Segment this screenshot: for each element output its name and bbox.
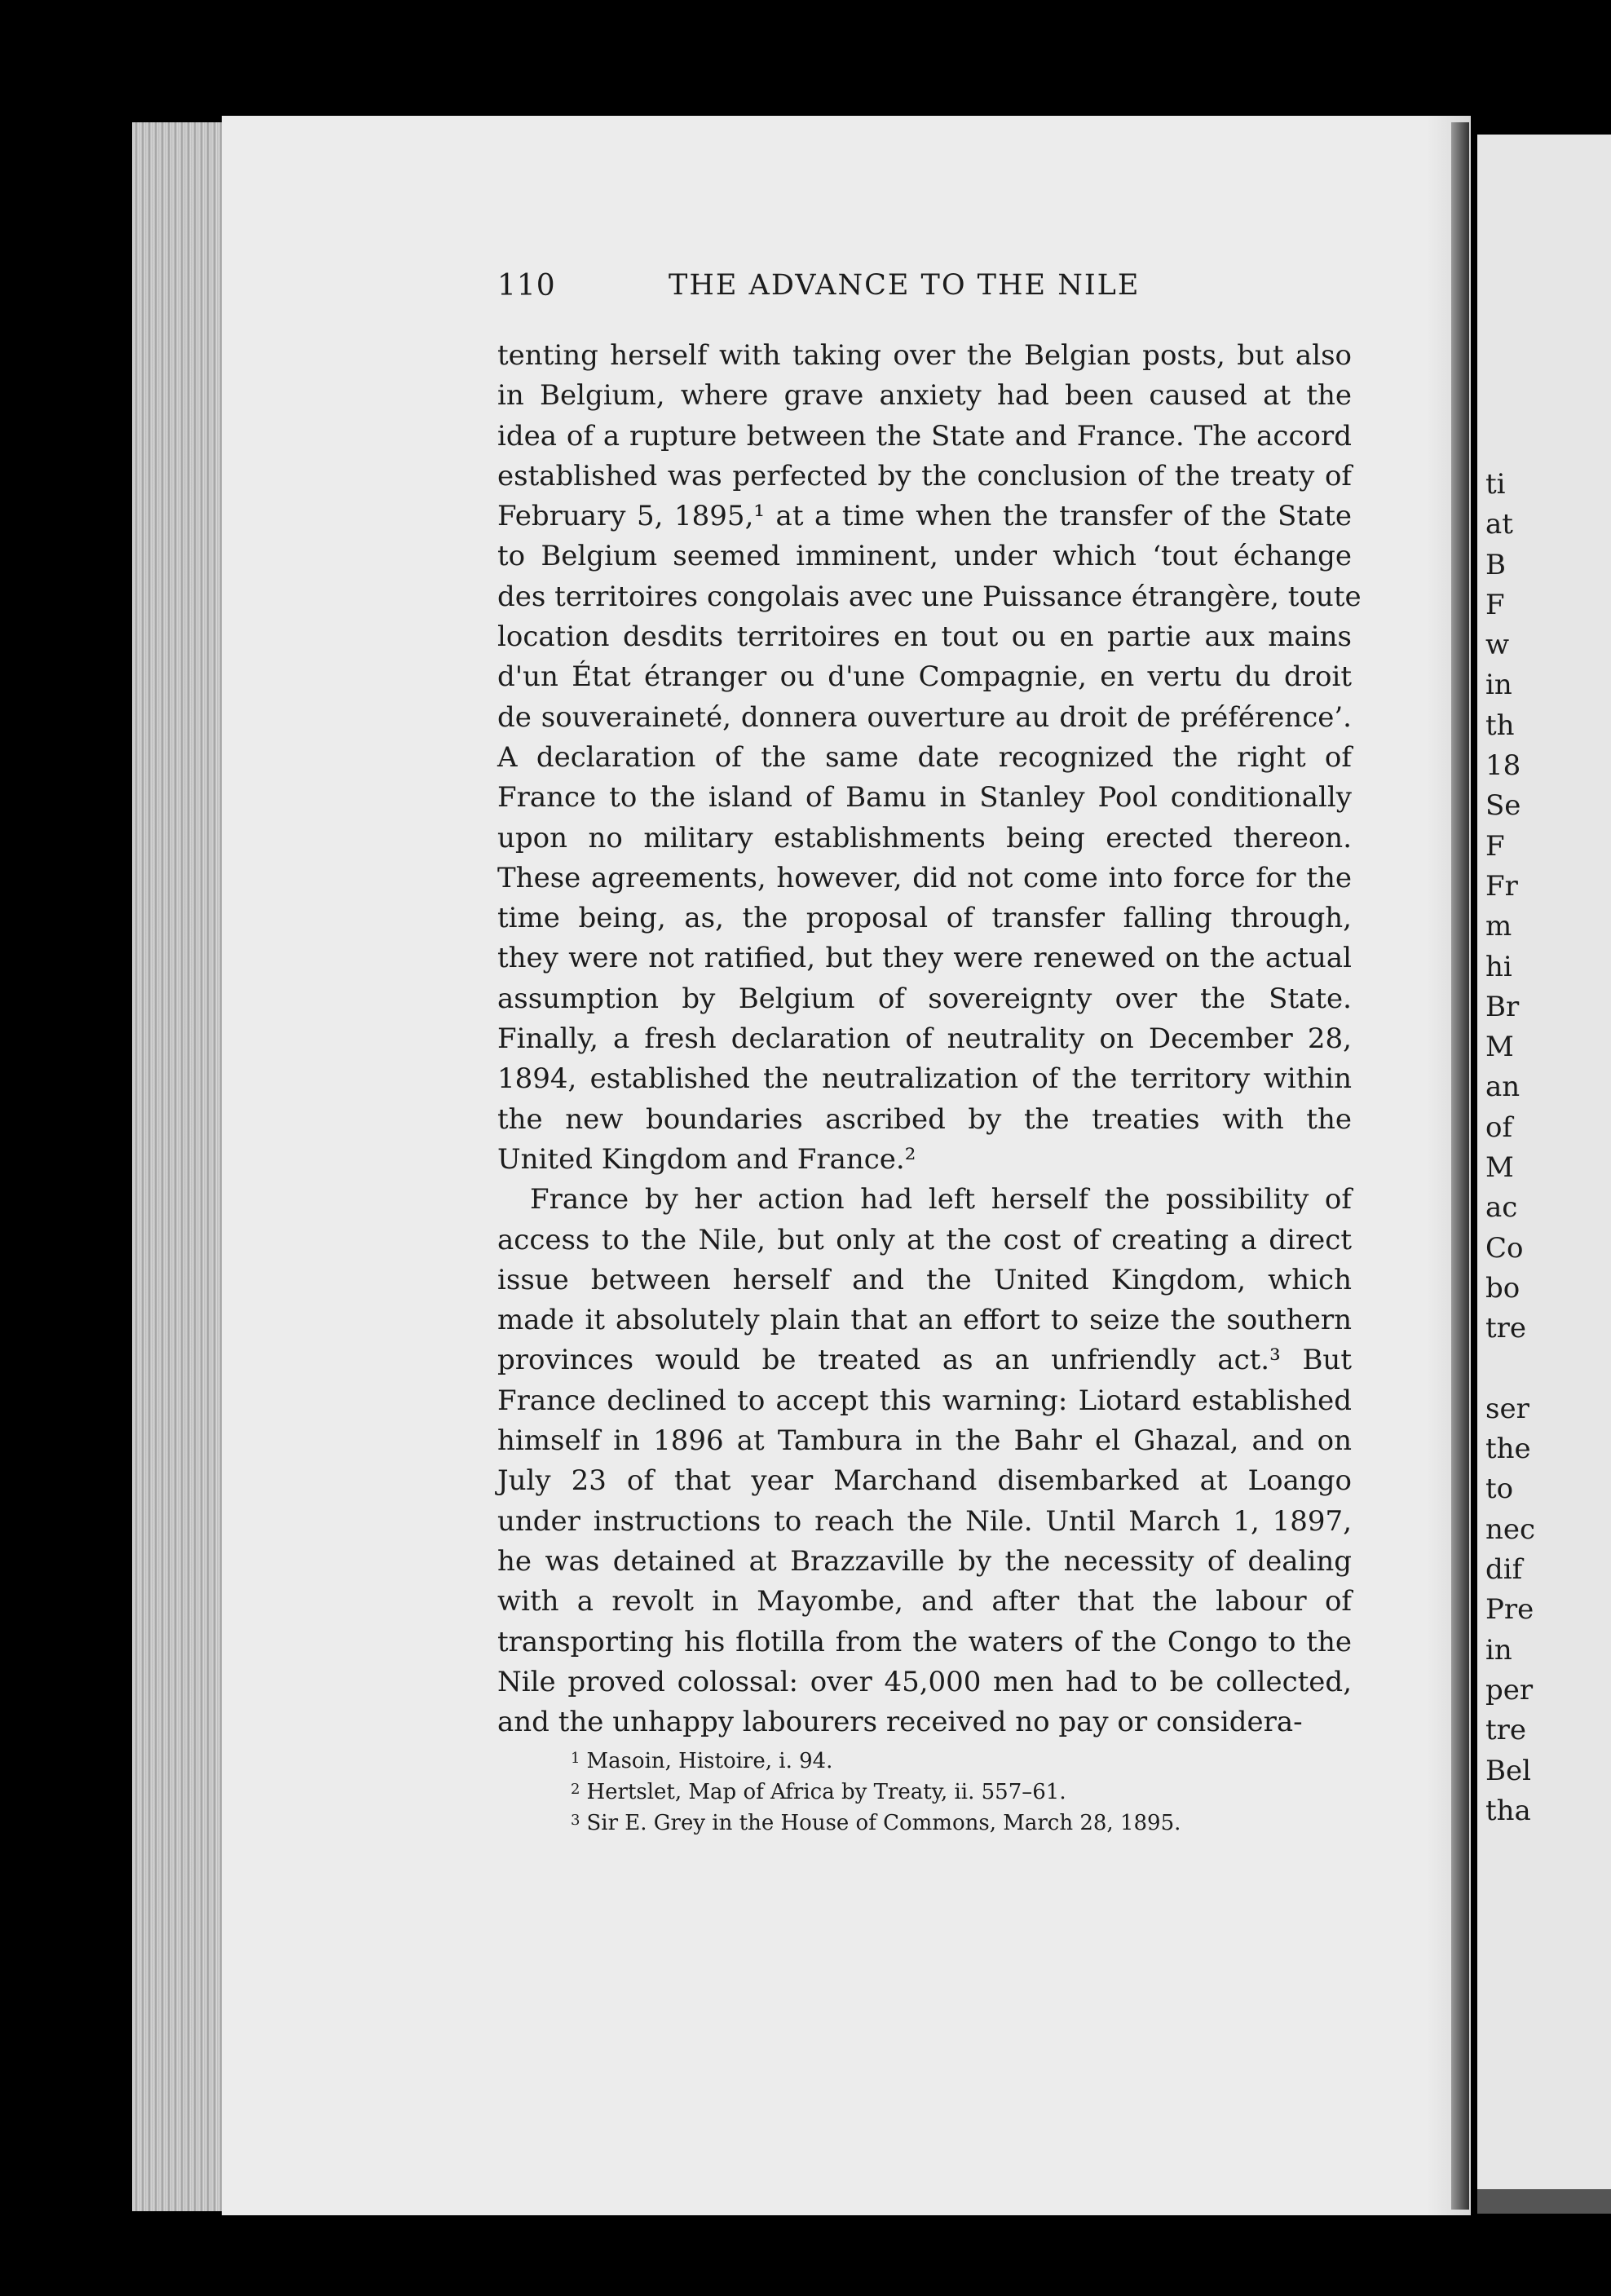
text-line: and the unhappy labourers received no pay or considera-: [497, 1706, 1303, 1739]
body-text: [497, 336, 1362, 1742]
text-line: the new boundaries ascribed by the treaties with the: [497, 1102, 1352, 1136]
footnote-mark: 3: [571, 1812, 580, 1829]
book-spine: [1451, 122, 1469, 2210]
footnotes: [571, 1743, 1345, 1836]
text-line: July 23 of that year Marchand disembarked at Loango: [497, 1464, 1352, 1498]
text-line: provinces would be treated as an unfriendly act.³ But: [497, 1344, 1352, 1377]
footnote: [571, 1743, 1345, 1774]
facing-page-fragment: bo: [1485, 1271, 1521, 1305]
facing-page-fragment: tha: [1485, 1794, 1531, 1827]
footnote-mark: 2: [571, 1781, 580, 1798]
facing-page: [1477, 135, 1611, 2189]
text-line: under instructions to reach the Nile. Until March 1, 1897,: [497, 1504, 1352, 1538]
footnote-text: Sir E. Grey in the House of Commons, March 28, 1895.: [586, 1811, 1181, 1835]
facing-page-fragment: Fr: [1485, 869, 1518, 903]
page-number: 110: [497, 269, 556, 302]
text-line: in Belgium, where grave anxiety had been caused at the: [497, 379, 1352, 413]
footnote-text: Hertslet, Map of Africa by Treaty, ii. 557–61.: [586, 1780, 1066, 1804]
facing-page-fragment: of: [1485, 1110, 1513, 1144]
text-line: France by her action had left herself the possibility of: [530, 1183, 1352, 1216]
facing-page-fragment: M: [1485, 1151, 1514, 1185]
running-head: [497, 269, 1347, 311]
facing-page-fragment: dif: [1485, 1553, 1523, 1587]
facing-page-bottom-edge: [1477, 2189, 1611, 2214]
text-line: access to the Nile, but only at the cost of creating a direct: [497, 1223, 1352, 1256]
facing-page-fragment: ti: [1485, 468, 1506, 501]
facing-page-fragment: Pre: [1485, 1593, 1534, 1627]
facing-page-fragment: F: [1485, 588, 1505, 621]
text-line: time being, as, the proposal of transfer falling through,: [497, 902, 1352, 935]
text-line: transporting his flotilla from the waters of the Congo to the: [497, 1625, 1352, 1658]
facing-page-fragment: B: [1485, 548, 1506, 581]
text-line: made it absolutely plain that an effort to seize the southern: [497, 1304, 1352, 1337]
facing-page-fragment: to: [1485, 1473, 1514, 1506]
facing-page-text: [1485, 465, 1611, 1831]
text-line: d'un État étranger ou d'une Compagnie, en vertu du droit: [497, 660, 1352, 694]
running-title: THE ADVANCE TO THE NILE: [669, 269, 1141, 302]
text-line: upon no military establishments being erected thereon.: [497, 821, 1352, 854]
text-line: de souveraineté, donnera ouverture au droit de préférence’.: [497, 700, 1352, 734]
footnote-text: Masoin, Histoire, i. 94.: [586, 1749, 833, 1773]
facing-page-fragment: Bel: [1485, 1754, 1531, 1787]
facing-page-fragment: in: [1485, 1633, 1512, 1667]
text-line: established was perfected by the conclusion of the treaty of: [497, 459, 1352, 492]
text-line: France declined to accept this warning: Liotard established: [497, 1384, 1352, 1417]
facing-page-fragment: [1485, 1349, 1611, 1389]
facing-page-fragment: th: [1485, 709, 1515, 742]
facing-page-fragment: per: [1485, 1673, 1534, 1707]
text-line: These agreements, however, did not come into force for the: [497, 861, 1352, 894]
book-page-edges: [132, 122, 223, 2211]
facing-page-fragment: w: [1485, 629, 1510, 662]
facing-page-fragment: hi: [1485, 950, 1512, 983]
text-line: assumption by Belgium of sovereignty over the State.: [497, 982, 1352, 1015]
facing-page-fragment: ser: [1485, 1392, 1529, 1425]
footnote-mark: 1: [571, 1750, 580, 1767]
text-line: Finally, a fresh declaration of neutrality on December 28,: [497, 1022, 1352, 1056]
facing-page-fragment: m: [1485, 910, 1512, 943]
text-line: United Kingdom and France.²: [497, 1142, 916, 1176]
text-line: February 5, 1895,¹ at a time when the transfer of the State: [497, 500, 1352, 533]
facing-page-fragment: F: [1485, 829, 1505, 863]
facing-page-fragment: ac: [1485, 1191, 1518, 1225]
facing-page-fragment: M: [1485, 1031, 1514, 1064]
text-line: France to the island of Bamu in Stanley Pool conditionally: [497, 781, 1352, 815]
facing-page-fragment: Co: [1485, 1231, 1524, 1265]
facing-page-fragment: tre: [1485, 1714, 1527, 1747]
facing-page-fragment: Br: [1485, 990, 1520, 1023]
text-line: Nile proved colossal: over 45,000 men had to be collected,: [497, 1665, 1352, 1698]
text-line: location desdits territoires en tout ou en partie aux mains: [497, 620, 1352, 654]
text-line: they were not ratified, but they were renewed on the actual: [497, 942, 1352, 975]
facing-page-fragment: in: [1485, 669, 1512, 702]
facing-page-fragment: an: [1485, 1071, 1521, 1104]
text-line: himself in 1896 at Tambura in the Bahr el Ghazal, and on: [497, 1424, 1352, 1458]
text-line: tenting herself with taking over the Belgian posts, but also: [497, 339, 1352, 372]
text-line: A declaration of the same date recognized the right of: [497, 740, 1352, 774]
facing-page-fragment: 18: [1485, 749, 1521, 783]
footnote: [571, 1805, 1345, 1836]
facing-page-fragment: the: [1485, 1433, 1531, 1466]
text-line: to Belgium seemed imminent, under which ‘tout échange: [497, 540, 1352, 573]
footnote: [571, 1774, 1345, 1805]
text-line: he was detained at Brazzaville by the necessity of dealing: [497, 1544, 1352, 1578]
facing-page-fragment: Se: [1485, 789, 1521, 823]
facing-page-fragment: at: [1485, 508, 1513, 541]
text-line: des territoires congolais avec une Puissance étrangère, toute: [497, 580, 1362, 613]
text-line: issue between herself and the United Kingdom, which: [497, 1263, 1352, 1296]
facing-page-fragment: nec: [1485, 1512, 1536, 1546]
text-line: idea of a rupture between the State and France. The accord: [497, 419, 1352, 453]
text-line: with a revolt in Mayombe, and after that the labour of: [497, 1585, 1352, 1618]
text-line: 1894, established the neutralization of the territory within: [497, 1062, 1352, 1096]
facing-page-fragment: tre: [1485, 1312, 1527, 1345]
